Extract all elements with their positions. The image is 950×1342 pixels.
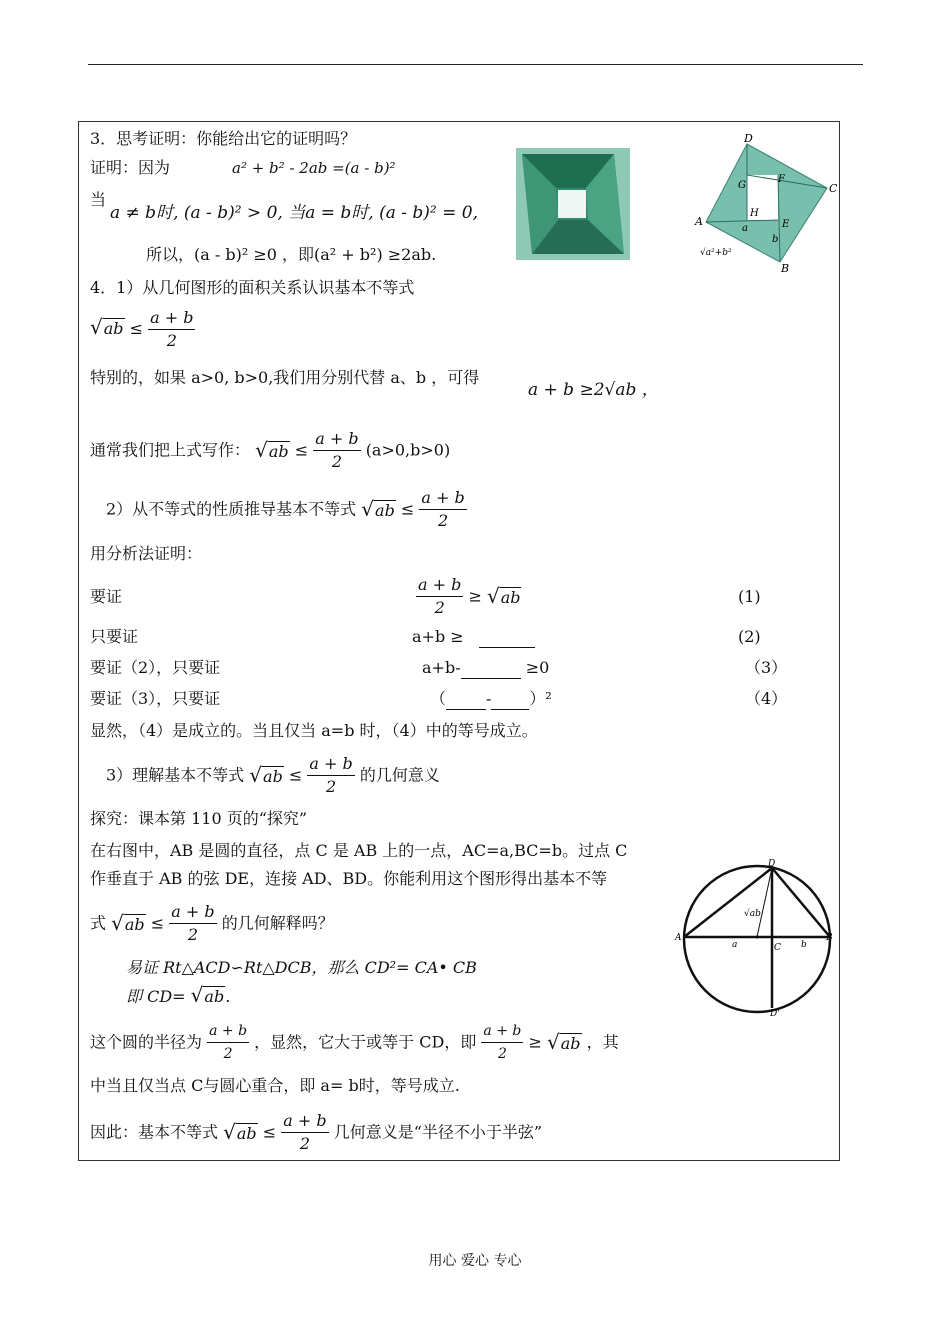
label-D-prime: D': [770, 1009, 780, 1019]
label-b: b: [772, 234, 779, 245]
label-a: a: [732, 940, 738, 950]
label-D: D: [768, 859, 776, 869]
obvious-statement: 显然，（4）是成立的。当且仅当 a=b 时，（4）中的等号成立。: [90, 721, 538, 740]
proof-equation: a² + b² - 2ab =(a - b)²: [232, 159, 396, 177]
label-C: C: [774, 943, 781, 953]
step4-label: 要证（3），只要证: [90, 689, 221, 708]
square-abcd-figure: [692, 130, 842, 275]
label-E: E: [782, 219, 790, 230]
inequality-display-1: √ab ≤ $\frac{a + b}{2}$: [90, 308, 194, 350]
circle-figure: [674, 856, 840, 1022]
special-result: a + b ≥2√ab ，: [528, 380, 659, 400]
label-A: A: [675, 933, 682, 943]
proof-cases: a ≠ b时, (a - b)² > 0, 当a = b时, (a - b)² = 0,: [110, 203, 478, 223]
label-a: a: [742, 223, 748, 234]
label-H: H: [750, 208, 759, 219]
step1-expression: $\frac{a + b}{2}$ ≥ √ab: [418, 575, 521, 617]
label-B: B: [781, 262, 790, 275]
label-A: A: [695, 215, 703, 228]
step2-expression: a+b ≥: [412, 627, 535, 648]
page-footer: 用心 爱心 专心: [428, 1253, 522, 1269]
step4-number: （4）: [745, 689, 788, 708]
part-2-title-line: 2）从不等式的性质推导基本不等式 √ab ≤ $\frac{a + b}{2}$: [106, 488, 465, 530]
step2-label: 只要证: [90, 627, 139, 646]
proof-conclusion: 所以，(a - b)² ≥0 ，即(a² + b²) ≥2ab.: [146, 245, 437, 264]
step1-number: (1): [738, 587, 761, 606]
label-hypotenuse: √a²+b²: [700, 248, 732, 258]
step3-label: 要证（2），只要证: [90, 658, 221, 677]
part-3-title-line: 3）理解基本不等式 √ab ≤ $\frac{a + b}{2}$ 的几何意义: [106, 754, 440, 796]
label-C: C: [829, 182, 838, 195]
label-F: F: [778, 174, 785, 185]
cd-equals: 即 CD= √ab.: [126, 983, 231, 1007]
explore-title: 探究：课本第 110 页的“探究”: [90, 809, 308, 828]
label-b: b: [801, 940, 807, 950]
explore-line-2: 作垂直于 AB 的弦 DE，连接 AD、BD。你能利用这个图形得出基本不等: [90, 869, 608, 888]
label-G: G: [738, 180, 746, 191]
label-D: D: [744, 132, 753, 145]
step2-number: (2): [738, 627, 761, 646]
label-B: B: [826, 933, 833, 943]
conclusion-line: 因此：基本不等式 √ab ≤ $\frac{a + b}{2}$ 几何意义是“半径不小于半弦”: [90, 1111, 543, 1153]
step1-label: 要证: [90, 587, 123, 606]
when-label: 当: [90, 190, 107, 209]
radius-line: 这个圆的半径为 $\frac{a + b}{2}$ ，显然，它大于或等于 CD，即 $\frac{a + b}{2}$ ≥ √ab ，其: [90, 1020, 619, 1065]
label-sqrt-ab: √ab: [744, 909, 761, 919]
header-rule: [88, 64, 863, 65]
explore-line-3: 式 √ab ≤ $\frac{a + b}{2}$ 的几何解释吗？: [90, 902, 334, 944]
green-square-figure: [516, 148, 630, 260]
section-3-title: 3．思考证明：你能给出它的证明吗？: [90, 129, 357, 148]
proof-label: 证明：因为: [90, 158, 171, 177]
step3-number: （3）: [745, 658, 788, 677]
usual-line: 通常我们把上式写作： √ab ≤ $\frac{a + b}{2}$ (a>0,b>0): [90, 429, 451, 471]
step4-expression: （ - ）²: [430, 689, 552, 708]
explore-line-1: 在右图中，AB 是圆的直径，点 C 是 AB 上的一点，AC=a,BC=b。过点 C: [90, 841, 628, 860]
analysis-label: 用分析法证明：: [90, 544, 203, 563]
step3-expression: a+b- ≥0: [422, 658, 550, 677]
similar-triangles: 易证 Rt△ACD∽Rt△DCB，那么 CD²= CA• CB: [126, 958, 477, 977]
center-condition: 中当且仅当点 C与圆心重合，即 a= b时，等号成立.: [90, 1076, 460, 1095]
special-text: 特别的，如果 a>0, b>0,我们用分别代替 a、b ，可得: [90, 368, 480, 387]
section-4-title: 4．1）从几何图形的面积关系认识基本不等式: [90, 278, 415, 297]
